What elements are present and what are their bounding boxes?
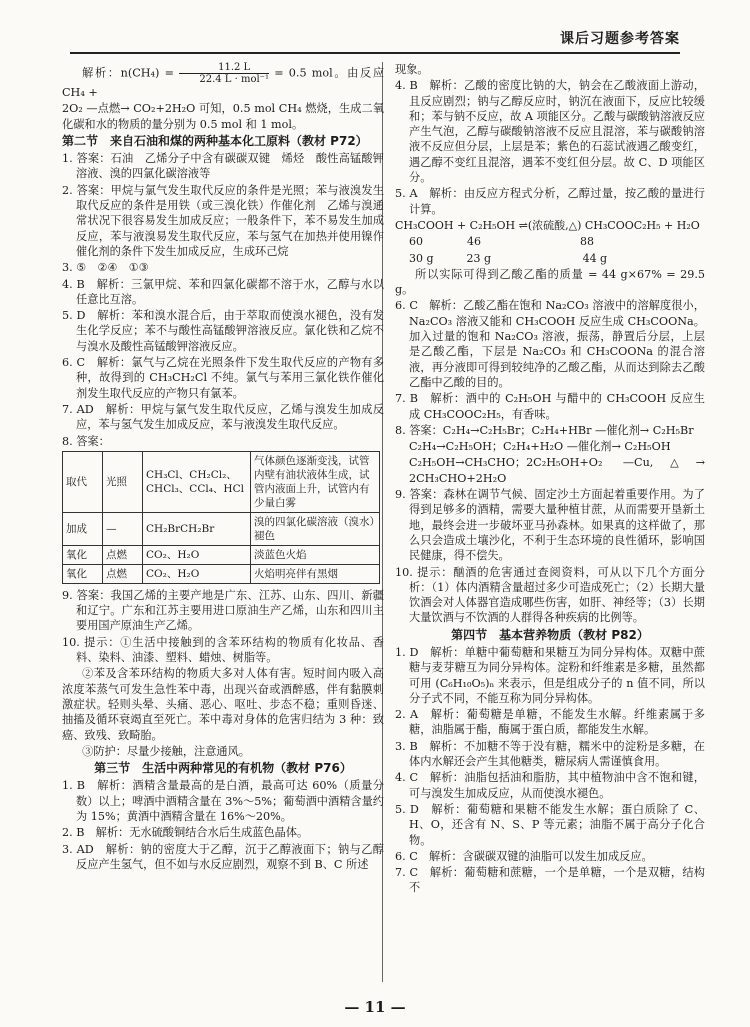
answer-item: 9. 答案：我国乙烯的主要产地是广东、江苏、山东、四川、新疆和辽宁。广东和江苏主要用进口原油生产乙烯，山东和四川主要用国产原油生产乙烯。 [62,588,384,633]
page-header [0,0,750,60]
right-column [395,62,705,897]
continuation-text: 现象。 [395,63,429,76]
equation-5-row-1: 60 46 88 [409,235,594,249]
section-4-title: 第四节 基本营养物质（教材 P82） [451,627,649,642]
answer-item: 6. C 解析：乙酸乙酯在饱和 Na₂CO₃ 溶液中的溶解度很小，Na₂CO₃ 溶液又能和 CH₃COOH 反应生成 CH₃COONa。加入过量的饱和 Na₂CO₃ 溶液，振荡，静置后分层，上层是乙酸乙酯，下层是 Na₂CO₃ 和 CH₃COONa 的混合溶液，再分液即可得到较纯净的乙酸乙酯，从而达到除去乙酸乙酯中乙酸的目的。 [395,299,705,389]
right-items-b [395,298,705,421]
answer-item: 7. B 解析：酒中的 C₂H₅OH 与醋中的 CH₃COOH 反应生成 CH₃COOC₂H₅，有香味。 [395,392,705,421]
table-cell: CH₂BrCH₂Br [143,512,251,545]
intro-line-2: 2O₂ —点燃→ CO₂+2H₂O 可知，0.5 mol CH₄ 燃烧，生成二氧化碳和水的物质的量分别为 0.5 mol 和 1 mol。 [62,102,384,131]
answer-item: 2. A 解析：葡萄糖是单糖，不能发生水解。纤维素属于多糖，油脂属于酯，酶属于蛋白质，都能发生水解。 [395,708,705,737]
right-items-c [395,487,705,626]
table-row [63,545,380,564]
table-cell: 点燃 [103,564,143,583]
equation-8-3: C₂H₅OH→CH₃CHO；2C₂H₅OH+O₂ —Cu,△→ 2CH₃CHO+2H₂O [409,456,705,485]
section-2-title: 第二节 来自石油和煤的两种基本化工原料（教材 P72） [62,133,368,148]
answer-item: 1. 答案：石油 乙烯分子中含有碳碳双键 烯烃 酸性高锰酸钾溶液、溴的四氯化碳溶液等 [62,152,384,181]
paragraph-10-3: ③防护：尽量少接触，注意通风。 [82,744,250,758]
intro-fraction: $\frac{11.2 L}{\text{22.4 L · mol⁻¹}}$ [179,62,269,85]
answer-item: 3. B 解析：不加糖不等于没有糖，糯米中的淀粉是多糖，在体内水解还会产生其他糖类，糖尿病人需谨慎食用。 [395,739,705,769]
table-cell: 取代 [63,451,103,512]
left-column [62,62,384,873]
table-cell: 火焰明亮伴有黑烟 [251,564,380,583]
table-cell: 氧化 [63,564,103,583]
header-rule [70,52,680,54]
answer-item: 10. 提示：酗酒的危害通过查阅资料，可从以下几个方面分析：（1）体内酒精含量超过多少可造成死亡；（2）长期大量饮酒会对人体器官造成哪些伤害，如肝、神经等；（3）长期大量饮酒与不饮酒的人群得各种疾病的比例等。 [395,565,705,625]
table-cell: 溴的四氯化碳溶液（溴水）褪色 [251,512,380,545]
intro-line-1: 解析：n(CH₄) = $\frac{11.2 L}{\text{22.4 L · mol⁻¹}}$ = 0.5 mol。由反应 CH₄ + [62,62,385,99]
answer-item: 5. D 解析：葡萄糖和果糖不能发生水解；蛋白质除了 C、H、O，还含有 N、S、P 等元素；油脂不属于高分子化合物。 [395,802,705,847]
answer-item: 2. B 解析：无水硫酸铜结合水后生成蓝色晶体。 [62,826,309,840]
table-cell: CO₂、H₂O [143,564,251,583]
section-2-items-b [62,588,384,665]
equation-5-row-2: 30 g 23 g 44 g [409,251,608,265]
right-items-a [395,78,705,217]
answer-item: 7. AD 解析：甲烷与氯气发生取代反应，乙烯与溴发生加成反应，苯与氢气发生加成反应，苯与液溴发生取代反应。 [62,402,384,432]
answer-item: 8. 答案： [62,434,110,448]
table-row [63,564,380,583]
answer-item: 6. C 解析：含碳碳双键的油脂可以发生加成反应。 [395,849,653,863]
table-row [63,512,380,545]
section-3-title: 第三节 生活中两种常见的有机物（教材 P76） [94,761,352,776]
table-cell: 氧化 [63,545,103,564]
table-row [63,451,380,512]
answer-item: 3. AD 解析：钠的密度大于乙醇，沉于乙醇液面下；钠与乙醇反应产生氢气，但不如与水反应剧烈，观察不到 B、C 所述 [62,842,384,871]
paragraph-10-2: ②苯及含苯环结构的物质大多对人体有害。短时间内吸入高浓度苯蒸气可发生急性苯中毒，出现兴奋或酒醉感，伴有黏膜刺激症状。轻则头晕、头痛、恶心、呕吐、步态不稳；重则昏迷、抽搐及循环衰竭直至死亡。苯中毒对身体的危害归结为 3 种：致癌、致残、致畸胎。 [62,667,384,742]
answer-item: 9. 答案：森林在调节气候、固定沙土方面起着重要作用。为了得到足够多的酒精，需要大量种植甘蔗，从而需要开垦新土地，最终会进一步破坏亚马孙森林。如果真的这样做了，那么只会造成土壤沙化，不利于生态环境的良性循环，影响国民健康，得不偿失。 [395,488,705,563]
answer-item: 7. C 解析：葡萄糖和蔗糖，一个是单糖，一个是双糖，结构不 [395,866,705,895]
answer-item: 5. A 解析：由反应方程式分析，乙醇过量，按乙酸的量进行计算。 [395,187,705,216]
answer-item: 10. 提示：①生活中接触到的含苯环结构的物质有化妆品、香料、染料、油漆、塑料、蜡烛、树脂等。 [62,635,384,665]
table-cell: CO₂、H₂O [143,545,251,564]
table-cell: 淡蓝色火焰 [251,545,380,564]
answer-item: 6. C 解析：氯气与乙烷在光照条件下发生取代反应的产物有多种，故得到的 CH₃CH₂Cl 不纯。氯气与苯用三氯化铁作催化剂发生取代反应的产物只有氯苯。 [62,356,384,400]
equation-5: CH₃COOH + C₂H₅OH ⇌(浓硫酸,△) CH₃COOC₂H₅ + H₂O [395,218,700,232]
table-cell: 光照 [103,451,143,512]
equation-8-1: 8. 答案：C₂H₄→C₂H₅Br；C₂H₄+HBr —催化剂→ C₂H₅Br [395,423,694,437]
answer-item: 4. C 解析：油脂包括油和脂肪，其中植物油中含不饱和键，可与溴发生加成反应，从而使溴水褪色。 [395,771,705,800]
table-cell: 点燃 [103,545,143,564]
answer-item: 1. B 解析：酒精含量最高的是白酒，最高可达 60%（质量分数）以上；啤酒中酒精含量在 3%～5%；葡萄酒中酒精含量约为 15%；黄酒中酒精含量在 16%～20%。 [62,779,384,823]
page-number: — 11 — [344,998,406,1016]
answer-table [62,451,380,584]
answer-item: 1. D 解析：单糖中葡萄糖和果糖互为同分异构体。双糖中蔗糖与麦芽糖互为同分异构体。淀粉和纤维素是多糖，虽然都可用 (C₆H₁₀O₅)ₙ 来表示，但是组成分子的 n 值不同，所以分子式不同，不能互称为同分异构体。 [395,645,705,705]
answer-item: 4. B 解析：三氯甲烷、苯和四氯化碳都不溶于水，乙醇与水以任意比互溶。 [62,277,384,306]
section-3-items [62,778,384,872]
equation-5-result: 所以实际可得到乙酸乙酯的质量 = 44 g×67% = 29.5 g。 [395,267,705,297]
answer-item: 4. B 解析：乙酸的密度比钠的大，钠会在乙酸液面上游动，且反应剧烈；钠与乙醇反应时，钠沉在液面下，反应比较缓和；苯与钠不反应，故 A 项能区分。乙酸与碳酸钠溶液反应产生气泡，乙醇与碳酸钠溶液不反应且混溶，苯与碳酸钠溶液不反应但分层，上层是苯；紫色的石蕊试液遇乙酸变红，遇乙醇不变红且混溶，遇苯不变红但分层。故 C、D 项能区分。 [395,79,705,185]
table-cell: CH₃Cl、CH₂Cl₂、CHCl₃、CCl₄、HCl [143,451,251,512]
header-title: 课后习题参考答案 [560,31,680,47]
equation-8-2: C₂H₄→C₂H₅OH；C₂H₄+H₂O —催化剂→ C₂H₅OH [409,440,671,454]
answer-item: 2. 答案：甲烷与氯气发生取代反应的条件是光照；苯与液溴发生取代反应的条件是用铁（或三溴化铁）作催化剂 乙烯与溴通常状况下很容易发生加成反应；一般条件下，苯不易发生加成反应，苯与液溴易发生取代反应，苯与氢气在加热并使用镍作催化剂的条件下发生加成反应，生成环己烷 [62,183,384,258]
table-cell: 加成 [63,512,103,545]
table-cell: — [103,512,143,545]
section-2-items [62,151,384,449]
answer-item: 5. D 解析：苯和溴水混合后，由于萃取而使溴水褪色，没有发生化学反应；苯不与酸性高锰酸钾溶液反应。氯化铁和乙烷不与溴水及酸性高锰酸钾溶液反应。 [62,309,384,353]
answer-item: 3. ⑤ ②④ ①③ [62,261,149,275]
right-items-d [395,645,705,896]
table-cell: 气体颜色逐渐变浅，试管内壁有油状液体生成，试管内液面上升，试管内有少量白雾 [251,451,380,512]
